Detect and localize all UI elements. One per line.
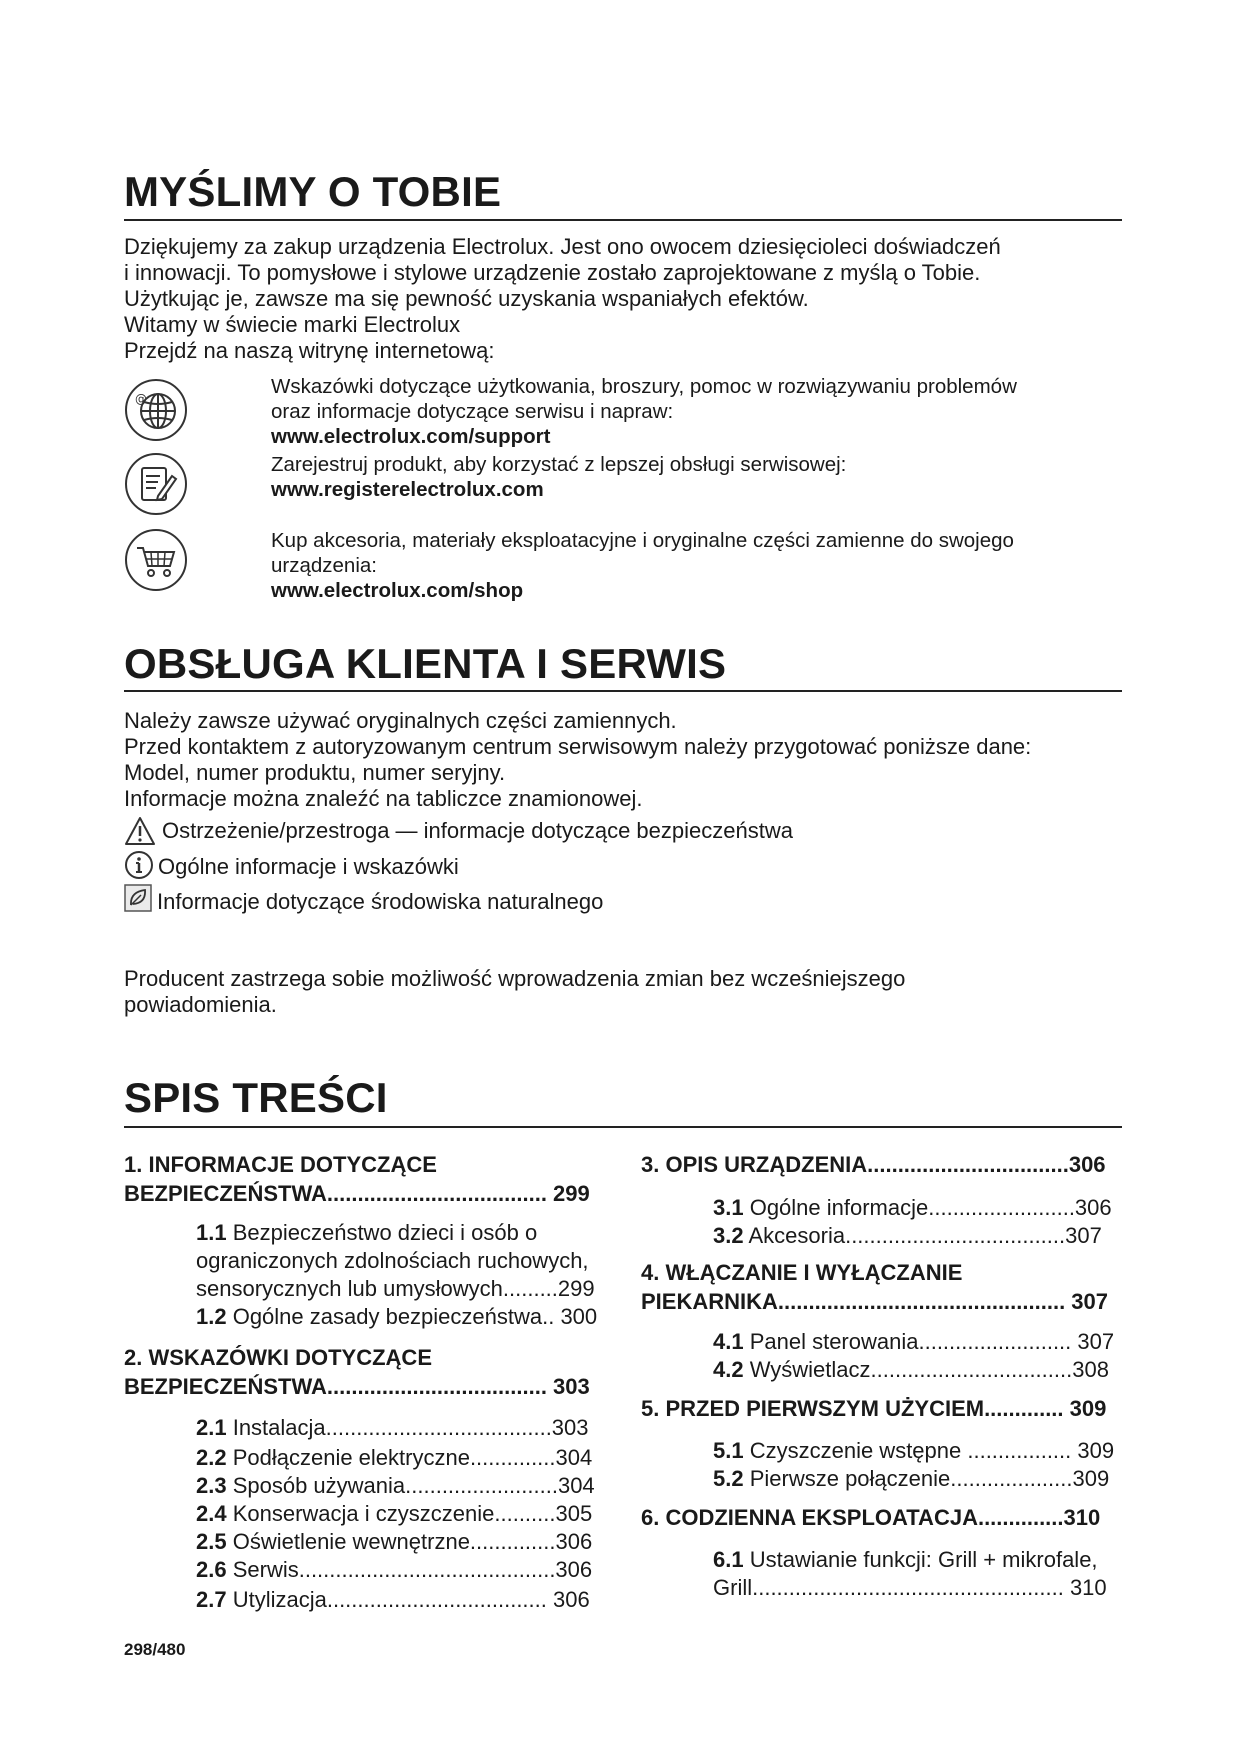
toc-entry-number: 2.4 [196, 1501, 227, 1526]
page-number: 298/480 [124, 1640, 186, 1659]
register-document-icon [124, 452, 188, 516]
toc-entry-number: 2.2 [196, 1445, 227, 1470]
toc-entry-3-2[interactable] [713, 1222, 1102, 1250]
toc-entry-text: Oświetlenie wewnętrzne..............306 [226, 1529, 593, 1554]
support-link[interactable]: www.electrolux.com/support [271, 425, 551, 448]
legend-text: Ostrzeżenie/przestroga — informacje dotyczące bezpieczeństwa [162, 818, 793, 843]
service-line: Przed kontaktem z autoryzowanym centrum serwisowym należy przygotować poniższe dane: [124, 734, 1032, 759]
toc-entry-2-1[interactable] [196, 1414, 589, 1442]
toc-entry-4-2[interactable] [713, 1356, 1109, 1384]
disclaimer-line: powiadomienia. [124, 992, 277, 1017]
disclaimer-paragraph [124, 966, 905, 1018]
toc-entry-text: Pierwsze połączenie....................309 [743, 1466, 1110, 1491]
intro-line: Użytkując je, zawsze ma się pewność uzyskania wspaniałych efektów. [124, 286, 809, 311]
toc-entry-5-1[interactable] [713, 1437, 1114, 1465]
toc-entry-2-6[interactable] [196, 1556, 592, 1584]
toc-chapter-2[interactable] [124, 1343, 590, 1401]
toc-entry-2-2[interactable] [196, 1444, 592, 1472]
globe-icon [124, 378, 188, 442]
intro-line: Przejdź na naszą witrynę internetową: [124, 338, 495, 363]
shop-link[interactable]: www.electrolux.com/shop [271, 579, 524, 602]
toc-entry-number: 5.2 [713, 1466, 744, 1491]
toc-chapter-line: 2. WSKAZÓWKI DOTYCZĄCE [124, 1345, 432, 1370]
leaf-icon [124, 884, 152, 912]
toc-chapter-line: PIEKARNIKA............................................... 307 [641, 1289, 1108, 1314]
toc-entry-text: Panel sterowania......................... 307 [743, 1329, 1115, 1354]
toc-entry-text: Instalacja.....................................303 [226, 1415, 589, 1440]
toc-entry-text: Bezpieczeństwo dzieci i osób o [226, 1220, 538, 1245]
toc-entry-2-5[interactable] [196, 1528, 592, 1556]
toc-entry-number: 2.7 [196, 1587, 227, 1612]
svg-text:@: @ [135, 392, 147, 406]
toc-chapter-line: 4. WŁĄCZANIE I WYŁĄCZANIE [641, 1260, 963, 1285]
toc-entry-text: Sposób używania.........................304 [226, 1473, 595, 1498]
toc-entry-number: 4.2 [713, 1357, 744, 1382]
toc-entry-number: 2.5 [196, 1529, 227, 1554]
section-divider [124, 1126, 1122, 1128]
toc-chapter-5[interactable]: 5. PRZED PIERWSZYM UŻYCIEM............. 309 [641, 1396, 1107, 1421]
toc-chapter-line: 1. INFORMACJE DOTYCZĄCE [124, 1152, 437, 1177]
toc-entry-text: ograniczonych zdolnościach ruchowych, [196, 1248, 589, 1273]
intro-line: i innowacji. To pomysłowe i stylowe urządzenie zostało zaprojektowane z myślą o Tobie. [124, 260, 981, 285]
service-paragraph [124, 708, 1031, 812]
toc-entry-2-7[interactable] [196, 1586, 590, 1614]
web-item-line: Kup akcesoria, materiały eksploatacyjne i oryginalne części zamienne do swojego [271, 529, 1014, 552]
toc-entry-4-1[interactable] [713, 1328, 1114, 1356]
toc-entry-text: sensorycznych lub umysłowych.........299 [196, 1276, 595, 1301]
toc-entry-number: 6.1 [713, 1547, 744, 1572]
web-item-line: Zarejestruj produkt, aby korzystać z lepszej obsługi serwisowej: [271, 453, 847, 476]
service-line: Model, numer produktu, numer seryjny. [124, 760, 506, 785]
web-item-text [271, 452, 1111, 502]
toc-chapter-3[interactable]: 3. OPIS URZĄDZENIA.................................306 [641, 1152, 1106, 1177]
toc-entry-text: Grill................................................... 310 [713, 1575, 1107, 1600]
toc-entry-text: Ustawianie funkcji: Grill + mikrofale, [743, 1547, 1098, 1572]
toc-chapter-line: BEZPIECZEŃSTWA.................................... 299 [124, 1181, 590, 1206]
toc-entry-text: Wyświetlacz.................................308 [743, 1357, 1109, 1382]
toc-entry-2-3[interactable] [196, 1472, 595, 1500]
toc-entry-number: 3.2 [713, 1223, 744, 1248]
shopping-cart-icon [124, 528, 188, 592]
toc-entry-text: Utylizacja.................................... 306 [226, 1587, 590, 1612]
section-title-obsluga-klienta: OBSŁUGA KLIENTA I SERWIS [124, 640, 727, 687]
toc-entry-number: 2.3 [196, 1473, 227, 1498]
section-title-myslimy-o-tobie: MYŚLIMY O TOBIE [124, 168, 502, 215]
toc-entry-number: 4.1 [713, 1329, 744, 1354]
legend-info [124, 850, 1024, 880]
toc-entry-1-2[interactable] [196, 1303, 597, 1331]
toc-entry-number: 1.2 [196, 1304, 227, 1329]
toc-entry-1-1[interactable] [196, 1219, 537, 1247]
toc-entry-number: 2.1 [196, 1415, 227, 1440]
toc-entry-number: 2.6 [196, 1557, 227, 1582]
legend-text: Informacje dotyczące środowiska naturalnego [157, 889, 604, 914]
service-line: Informacje można znaleźć na tabliczce znamionowej. [124, 786, 643, 811]
web-item-line: Wskazówki dotyczące użytkowania, broszury, pomoc w rozwiązywaniu problemów [271, 375, 1017, 398]
web-item-line: urządzenia: [271, 554, 377, 577]
warning-triangle-icon [124, 816, 156, 846]
toc-chapter-6[interactable]: 6. CODZIENNA EKSPLOATACJA..............310 [641, 1505, 1101, 1530]
toc-entry-text: Konserwacja i czyszczenie..........305 [226, 1501, 593, 1526]
web-item-line: oraz informacje dotyczące serwisu i napraw: [271, 400, 674, 423]
intro-line: Dziękujemy za zakup urządzenia Electrolux. Jest ono owocem dziesięcioleci doświadczeń [124, 234, 1001, 259]
toc-entry-continuation [713, 1574, 1107, 1602]
web-item-text [271, 528, 1111, 603]
toc-entry-continuation [196, 1275, 595, 1303]
disclaimer-line: Producent zastrzega sobie możliwość wprowadzenia zmian bez wcześniejszego [124, 966, 906, 991]
legend-text: Ogólne informacje i wskazówki [158, 854, 459, 879]
web-item-text [271, 374, 1111, 449]
toc-entry-text: Podłączenie elektryczne..............304 [226, 1445, 593, 1470]
legend-warning [124, 816, 1024, 846]
info-circle-icon [124, 850, 154, 880]
service-line: Należy zawsze używać oryginalnych części zamiennych. [124, 708, 677, 733]
toc-entry-2-4[interactable] [196, 1500, 592, 1528]
toc-entry-3-1[interactable] [713, 1194, 1112, 1222]
section-divider [124, 219, 1122, 221]
toc-entry-number: 1.1 [196, 1220, 227, 1245]
toc-chapter-4[interactable] [641, 1258, 1108, 1316]
toc-entry-number: 5.1 [713, 1438, 744, 1463]
toc-chapter-line: BEZPIECZEŃSTWA.................................... 303 [124, 1374, 590, 1399]
section-divider [124, 690, 1122, 692]
intro-line: Witamy w świecie marki Electrolux [124, 312, 461, 337]
legend-environment [124, 884, 1024, 914]
toc-chapter-1[interactable] [124, 1150, 590, 1208]
toc-entry-text: Akcesoria....................................307 [743, 1223, 1102, 1248]
toc-entry-text: Serwis..........................................306 [226, 1557, 593, 1582]
toc-entry-5-2[interactable] [713, 1465, 1109, 1493]
toc-entry-text: Ogólne informacje........................306 [743, 1195, 1112, 1220]
register-link[interactable]: www.registerelectrolux.com [271, 478, 544, 501]
section-title-spis-tresci: SPIS TREŚCI [124, 1074, 388, 1121]
toc-entry-continuation [196, 1247, 589, 1275]
intro-paragraph [124, 234, 1001, 364]
toc-entry-6-1[interactable] [713, 1546, 1098, 1574]
toc-entry-text: Ogólne zasady bezpieczeństwa.. 300 [226, 1304, 598, 1329]
toc-entry-text: Czyszczenie wstępne ................. 309 [743, 1438, 1115, 1463]
toc-entry-number: 3.1 [713, 1195, 744, 1220]
